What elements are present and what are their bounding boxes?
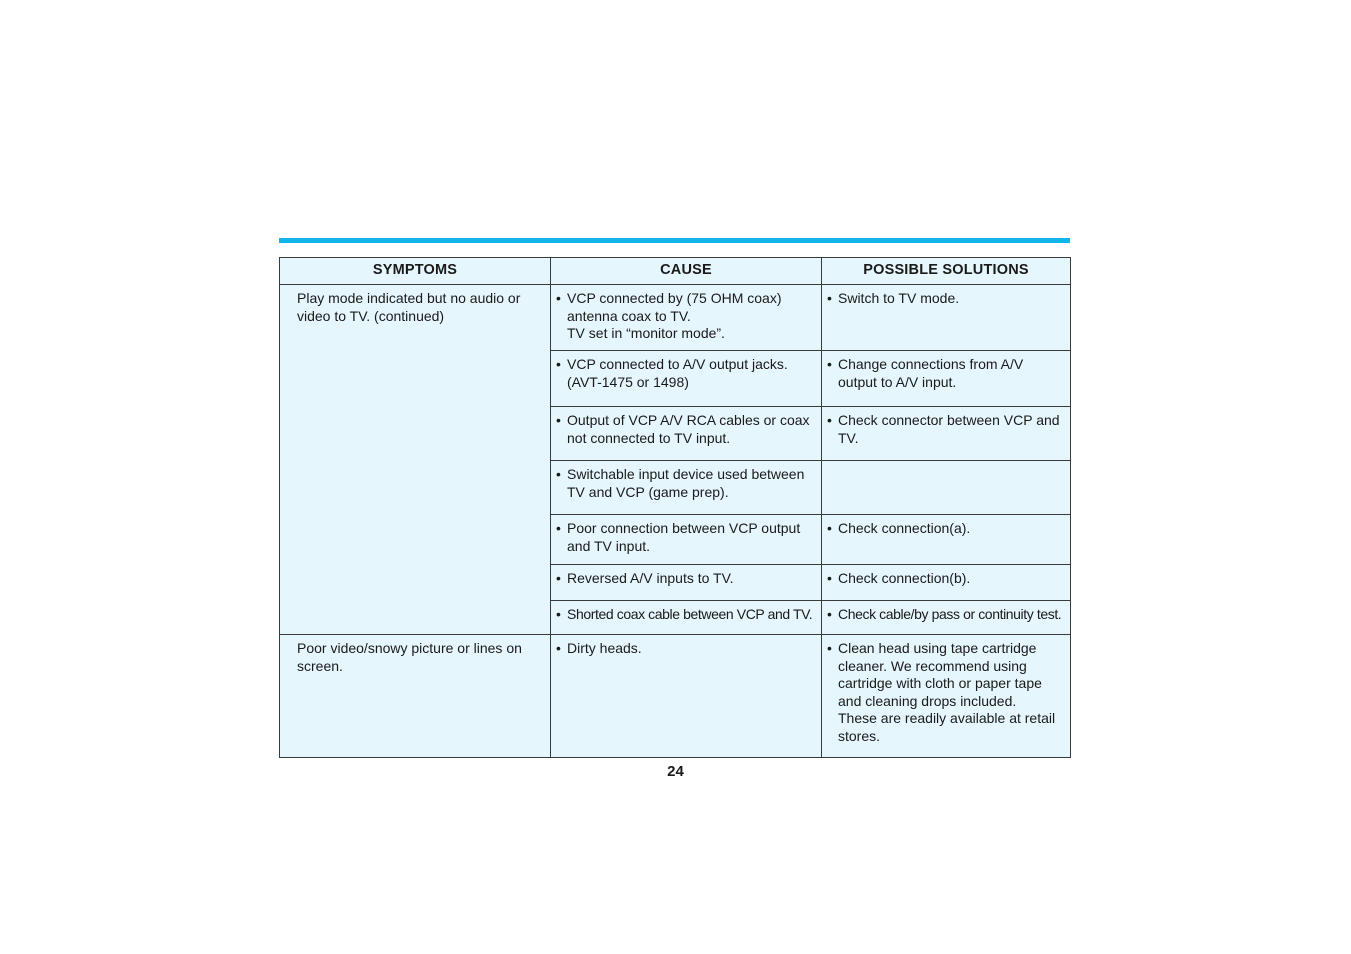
header-symptoms: SYMPTOMS bbox=[280, 258, 551, 285]
solution-cell bbox=[822, 351, 1071, 407]
cause-cell bbox=[551, 351, 822, 407]
solution-text: • Change connections from A/V output to A/V input. bbox=[826, 356, 1066, 391]
solution-cell bbox=[822, 285, 1071, 351]
solution-cell bbox=[822, 601, 1071, 635]
solution-text: • Check cable/by pass or continuity test. bbox=[826, 606, 1066, 624]
table-row bbox=[280, 285, 1071, 351]
symptom-text: Play mode indicated but no audio or video to TV. (continued) bbox=[297, 290, 521, 324]
cause-text: • Poor connection between VCP output and TV input. bbox=[555, 520, 817, 555]
cause-text: • Shorted coax cable between VCP and TV. bbox=[555, 606, 817, 624]
cause-text: • Reversed A/V inputs to TV. bbox=[555, 570, 817, 588]
cause-cell bbox=[551, 407, 822, 461]
solution-text: • Switch to TV mode. bbox=[826, 290, 1066, 308]
cause-text: • VCP connected to A/V output jacks. (AVT-1475 or 1498) bbox=[555, 356, 817, 391]
cause-text: • VCP connected by (75 OHM coax) antenna coax to TV. TV set in “monitor mode”. bbox=[555, 290, 817, 343]
cause-text: • Switchable input device used between TV and VCP (game prep). bbox=[555, 466, 817, 501]
troubleshooting-table bbox=[279, 257, 1071, 758]
solution-text: • Check connector between VCP and TV. bbox=[826, 412, 1066, 447]
cause-text: • Output of VCP A/V RCA cables or coax not connected to TV input. bbox=[555, 412, 817, 447]
header-possible-solutions: POSSIBLE SOLUTIONS bbox=[822, 258, 1071, 285]
header-cause: CAUSE bbox=[551, 258, 822, 285]
solution-cell bbox=[822, 515, 1071, 565]
page-number: 24 bbox=[667, 763, 684, 780]
cause-cell bbox=[551, 515, 822, 565]
symptom-cell bbox=[280, 285, 551, 635]
cause-cell bbox=[551, 461, 822, 515]
symptom-cell bbox=[280, 635, 551, 758]
solution-text: • Clean head using tape cartridge cleaner. We recommend using cartridge with cloth or paper tape and cleaning drops included. These are readily available at retail stores. bbox=[826, 640, 1066, 745]
cause-text: • Dirty heads. bbox=[555, 640, 817, 658]
cause-cell bbox=[551, 285, 822, 351]
cause-cell bbox=[551, 601, 822, 635]
solution-cell bbox=[822, 407, 1071, 461]
cause-cell bbox=[551, 565, 822, 601]
cause-cell bbox=[551, 635, 822, 758]
table-row bbox=[280, 635, 1071, 758]
table-header-row bbox=[280, 258, 1071, 285]
top-accent-rule bbox=[279, 238, 1070, 243]
solution-cell bbox=[822, 461, 1071, 515]
solution-text: • Check connection(b). bbox=[826, 570, 1066, 588]
solution-text: • Check connection(a). bbox=[826, 520, 1066, 538]
solution-cell bbox=[822, 565, 1071, 601]
symptom-text: Poor video/snowy picture or lines on screen. bbox=[297, 640, 522, 674]
solution-cell bbox=[822, 635, 1071, 758]
